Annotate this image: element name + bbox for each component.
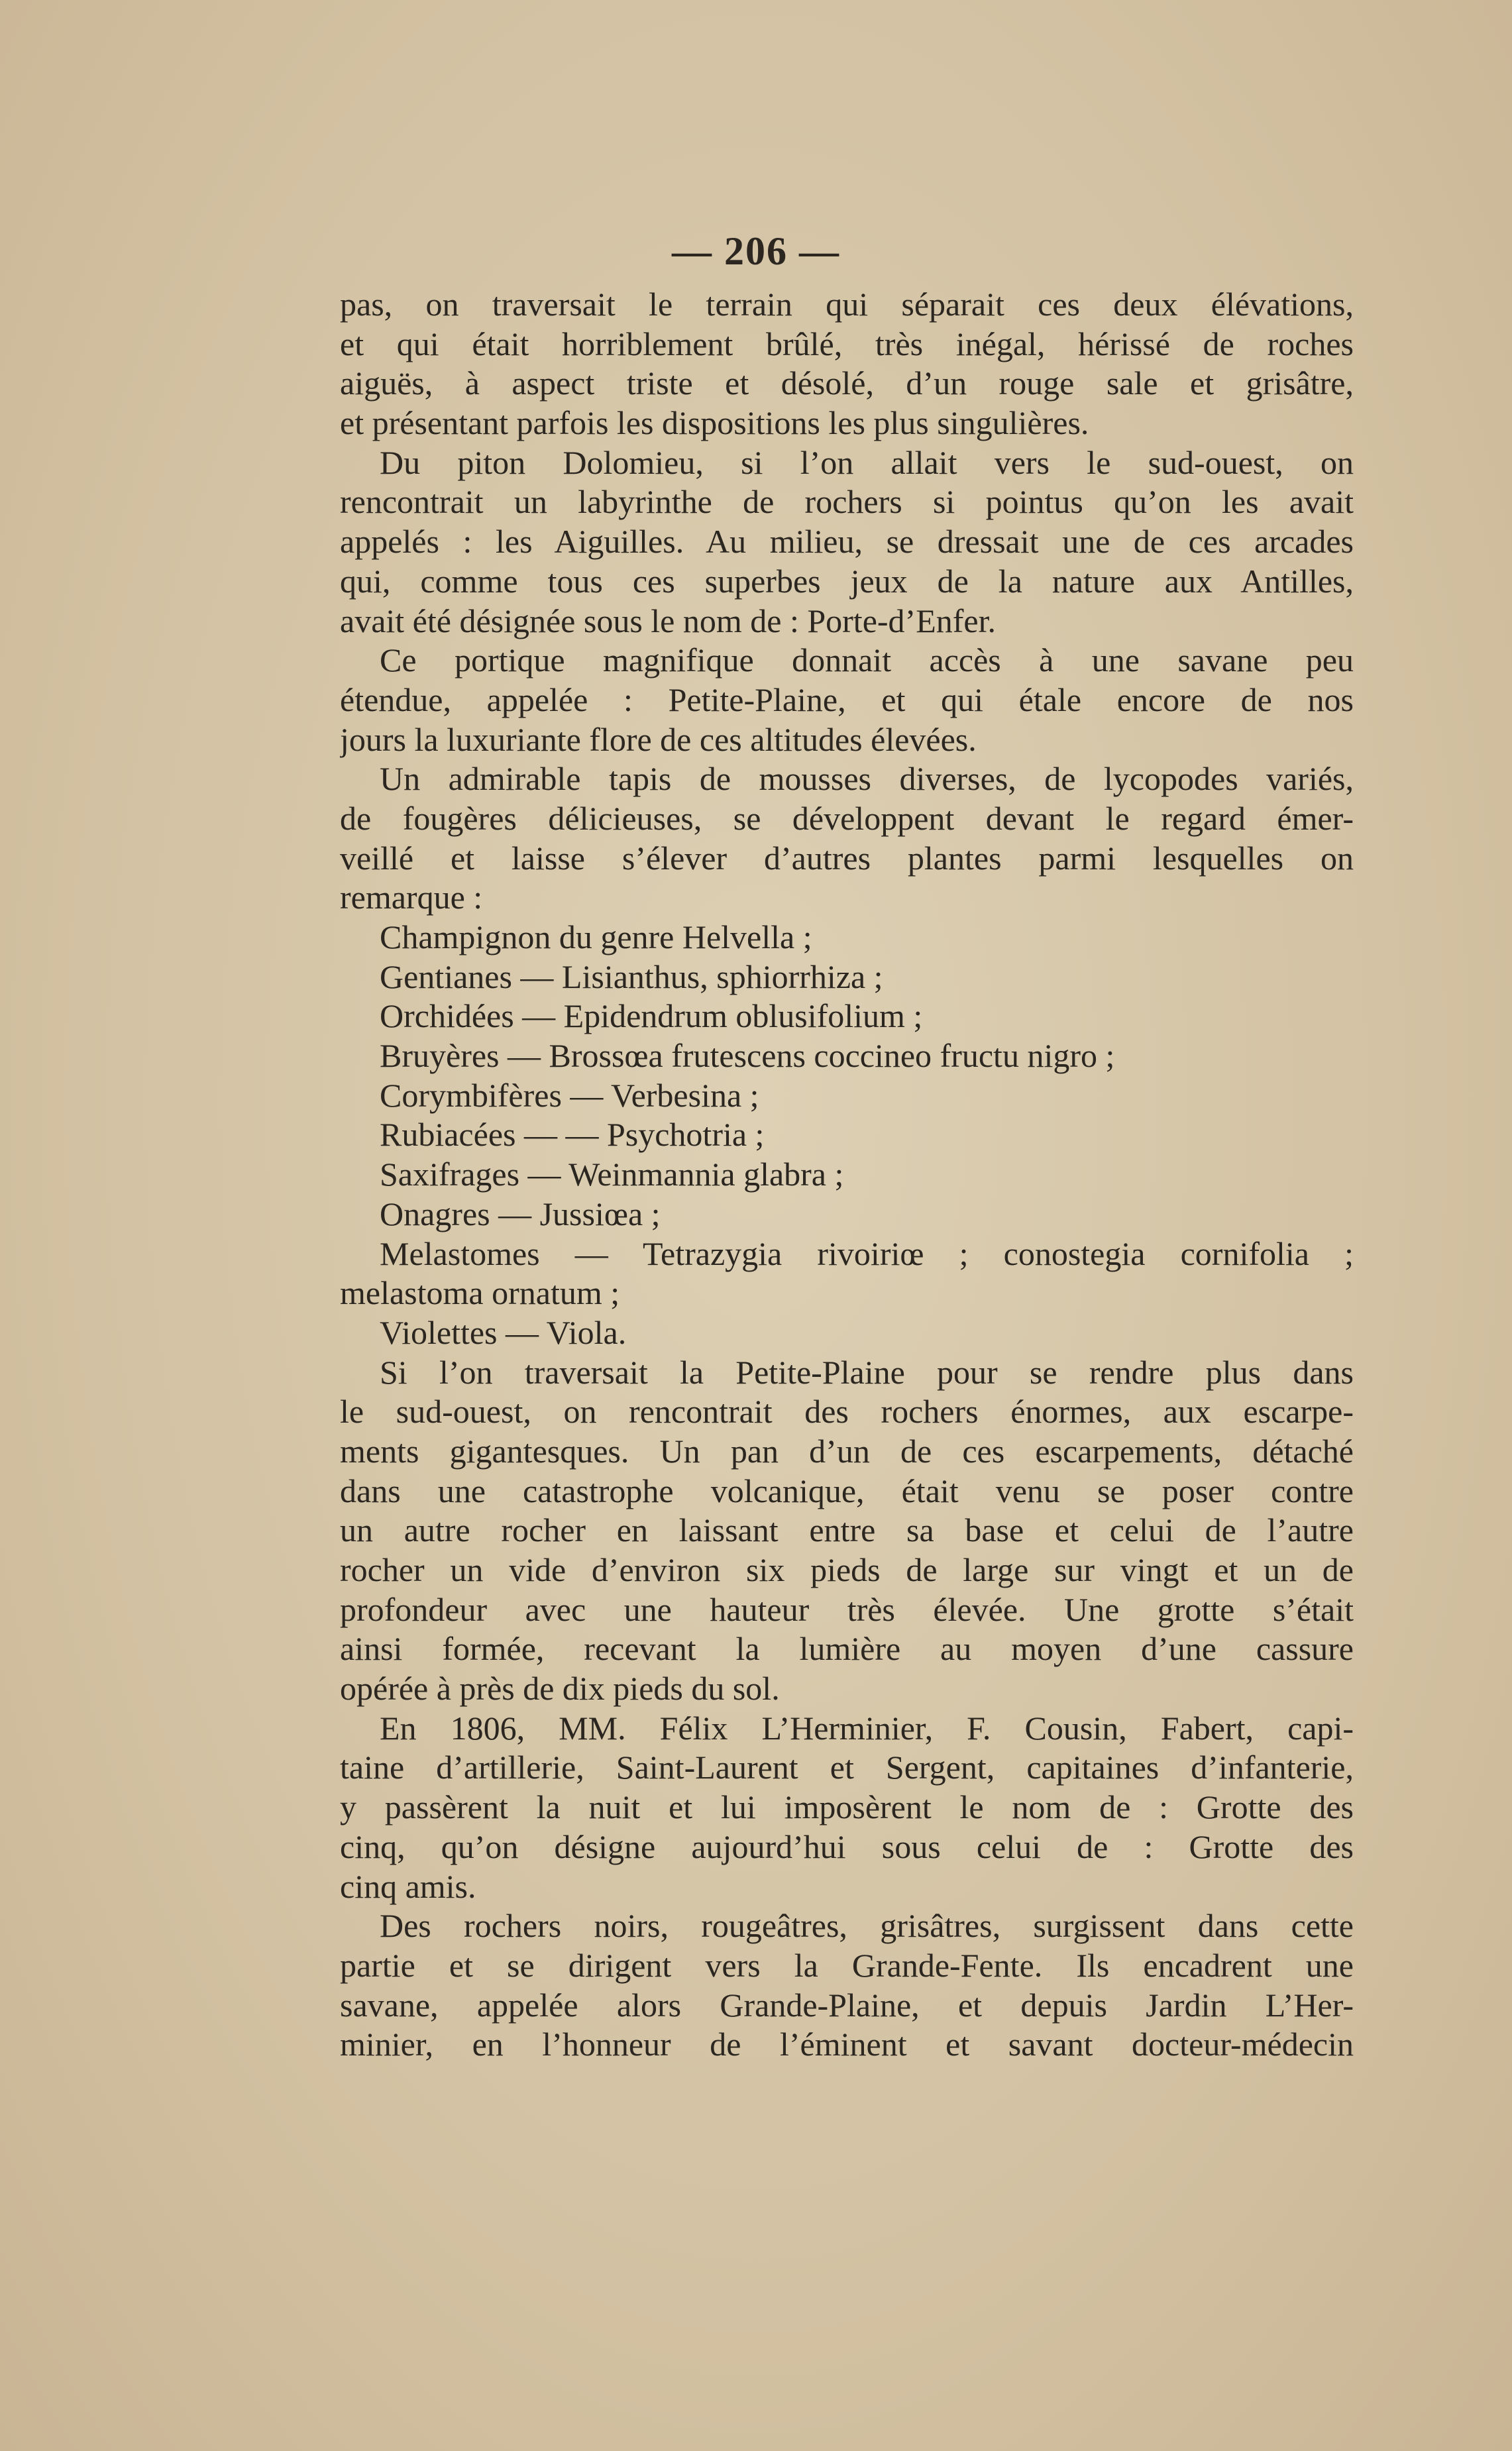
text-line: Si l’on traversait la Petite-Plaine pour se rendre plus dans [380, 1353, 1354, 1391]
text-line: veillé et laisse s’élever d’autres plantes parmi lesquelles on [340, 839, 1354, 877]
text-line: et présentant parfois les dispositions les plus singulières. [340, 404, 1089, 442]
text-line: minier, en l’honneur de l’éminent et savant docteur-médecin [340, 2026, 1354, 2063]
text-line: Un admirable tapis de mousses diverses, de lycopodes variés, [380, 760, 1354, 798]
list-item: Rubiacées — — Psychotria ; [380, 1116, 765, 1154]
list-item: Orchidées — Epidendrum oblusifolium ; [380, 997, 923, 1035]
text-line: et qui était horriblement brûlé, très inégal, hérissé de roches [340, 325, 1354, 362]
text-line: Du piton Dolomieu, si l’on allait vers le sud-ouest, on [380, 443, 1354, 481]
text-line: jours la luxuriante flore de ces altitudes élevées. [340, 720, 977, 758]
text-line: de fougères délicieuses, se développent devant le regard émer- [340, 799, 1354, 837]
text-line: savane, appelée alors Grande-Plaine, et depuis Jardin L’Her- [340, 1986, 1354, 2024]
list-item: Onagres — Jussiœa ; [380, 1195, 661, 1232]
text-line: opérée à près de dix pieds du sol. [340, 1670, 780, 1708]
text-line: aiguës, à aspect triste et désolé, d’un rouge sale et grisâtre, [340, 364, 1354, 402]
body-text [340, 285, 1354, 2065]
page-number: — 206 — [672, 229, 840, 273]
text-line: avait été désignée sous le nom de : Porte-d’Enfer. [340, 602, 996, 639]
list-item: Gentianes — Lisianthus, sphiorrhiza ; [380, 957, 883, 995]
list-item: melastoma ornatum ; [340, 1274, 620, 1312]
list-item: Saxifrages — Weinmannia glabra ; [380, 1156, 844, 1193]
list-item: Melastomes — Tetrazygia rivoiriœ ; conostegia cornifolia ; [380, 1234, 1354, 1272]
text-line: Ce portique magnifique donnait accès à une savane peu [380, 641, 1354, 679]
text-line: le sud-ouest, on rencontrait des rochers énormes, aux escarpe- [340, 1393, 1354, 1431]
text-line: étendue, appelée : Petite-Plaine, et qui étale encore de nos [340, 681, 1354, 718]
text-line: cinq, qu’on désigne aujourd’hui sous celui de : Grotte des [340, 1827, 1354, 1865]
text-line: En 1806, MM. Félix L’Herminier, F. Cousin, Fabert, capi- [380, 1709, 1354, 1747]
text-line: rencontrait un labyrinthe de rochers si pointus qu’on les avait [340, 483, 1354, 521]
text-line: cinq amis. [340, 1867, 476, 1905]
text-line: partie et se dirigent vers la Grande-Fente. Ils encadrent une [340, 1946, 1354, 1984]
text-line: dans une catastrophe volcanique, était venu se poser contre [340, 1472, 1354, 1509]
text-line: pas, on traversait le terrain qui séparait ces deux élévations, [340, 286, 1354, 323]
list-item: Bruyères — Brossœa frutescens coccineo fructu nigro ; [380, 1037, 1115, 1075]
text-line: un autre rocher en laissant entre sa base et celui de l’autre [340, 1511, 1354, 1549]
text-line: profondeur avec une hauteur très élevée. Une grotte s’était [340, 1590, 1354, 1628]
text-line: remarque : [340, 879, 483, 916]
text-line: Des rochers noirs, rougeâtres, grisâtres, surgissent dans cette [380, 1907, 1354, 1945]
text-line: y passèrent la nuit et lui imposèrent le nom de : Grotte des [340, 1788, 1354, 1826]
list-item: Corymbifères — Verbesina ; [380, 1076, 759, 1114]
list-item: Violettes — Viola. [380, 1313, 627, 1351]
text-line: appelés : les Aiguilles. Au milieu, se dressait une de ces arcades [340, 523, 1354, 561]
list-item: Champignon du genre Helvella ; [380, 918, 812, 955]
text-line: qui, comme tous ces superbes jeux de la nature aux Antilles, [340, 562, 1354, 600]
text-line: ainsi formée, recevant la lumière au moyen d’une cassure [340, 1630, 1354, 1668]
text-line: taine d’artillerie, Saint-Laurent et Sergent, capitaines d’infanterie, [340, 1749, 1354, 1786]
text-line: rocher un vide d’environ six pieds de large sur vingt et un de [340, 1551, 1354, 1588]
text-line: ments gigantesques. Un pan d’un de ces escarpements, détaché [340, 1432, 1354, 1470]
